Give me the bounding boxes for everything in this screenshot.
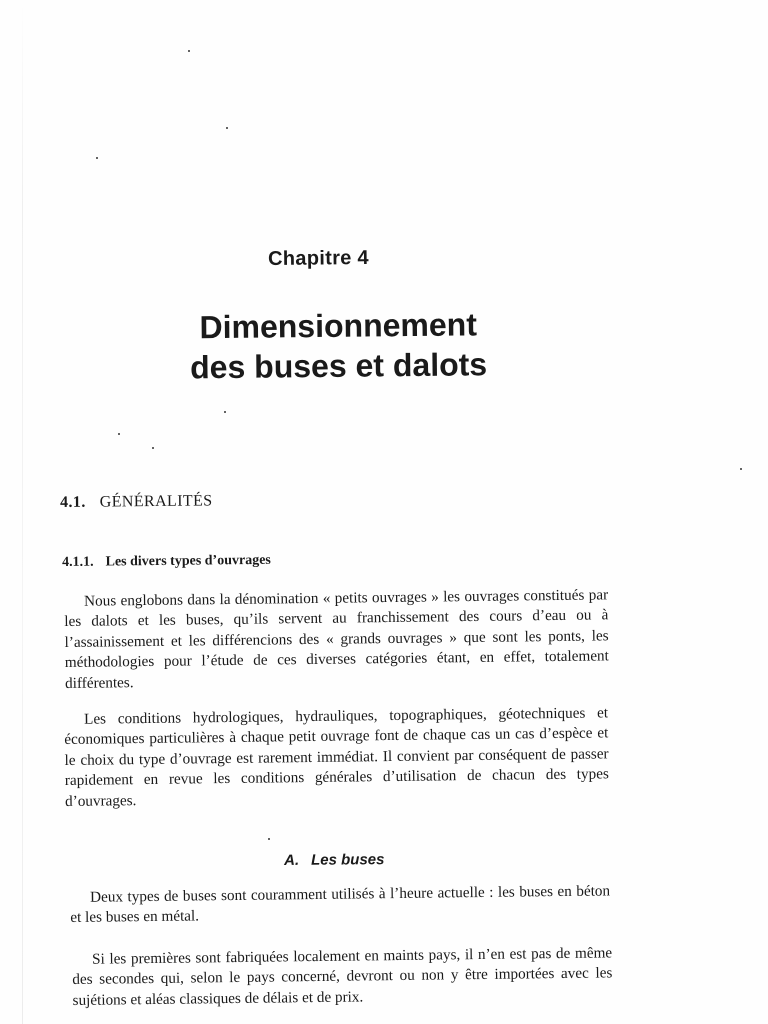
page-edge-shadow (22, 0, 23, 1024)
scan-speck (740, 468, 742, 470)
section-heading (60, 492, 213, 512)
scan-speck (224, 411, 226, 413)
body-paragraph (72, 943, 613, 1011)
chapter-title-line-2: des buses et dalots (189, 346, 488, 386)
scan-speck (268, 838, 270, 840)
body-paragraph (64, 703, 609, 812)
section-number: 4.1. (60, 493, 86, 511)
subheading-a (284, 851, 385, 869)
body-paragraph (70, 881, 610, 928)
scan-speck (96, 157, 98, 159)
subsection-title: Les divers types d’ouvrages (105, 552, 271, 570)
chapter-label: Chapitre 4 (268, 246, 370, 270)
scan-speck (152, 447, 154, 449)
subsection-heading (62, 553, 271, 571)
section-title: GÉNÉRALITÉS (99, 492, 213, 511)
chapter-title-line-1: Dimensionnement (199, 306, 478, 346)
paragraph-text: Nous englobons dans la dénomination « petits ouvrages » les ouvrages constitués par les dalots et les buses, qu’ils servent au franchissement des cours d’eau ou à l’assainissement et les différencions des « grands ouvrages » que sont les ponts, les méthodologies pour l’étude de ces diverses catégories étant, en effet, totalement différentes. (64, 586, 609, 692)
paragraph-text: Deux types de buses sont couramment utilisés à l’heure actuelle : les buses en béton et les buses en métal. (70, 882, 611, 927)
paragraph-text: Si les premières sont fabriquées localement en maints pays, il n’en est pas de même des secondes qui, selon le pays concerné, devront ou non y être importées avec les sujétions et aléas classiques de délais et de prix. (72, 944, 613, 1009)
paragraph-text: Les conditions hydrologiques, hydrauliques, topographiques, géotechniques et économiques particulières à chaque petit ouvrage font de chaque cas un cas d’espèce et le choix du type d’ouvrage est rarement immédiat. Il convient par conséquent de passer rapidement en revue les conditions générales d’utilisation de chacun des types d’ouvrages. (64, 704, 609, 810)
body-paragraph (64, 585, 609, 694)
subheading-title: Les buses (310, 851, 385, 869)
subsection-number: 4.1.1. (62, 554, 94, 570)
subheading-letter: A. (284, 851, 300, 869)
scan-speck (188, 50, 190, 52)
scan-speck (118, 433, 120, 435)
scan-speck (226, 127, 228, 129)
chapter-title (128, 304, 549, 388)
